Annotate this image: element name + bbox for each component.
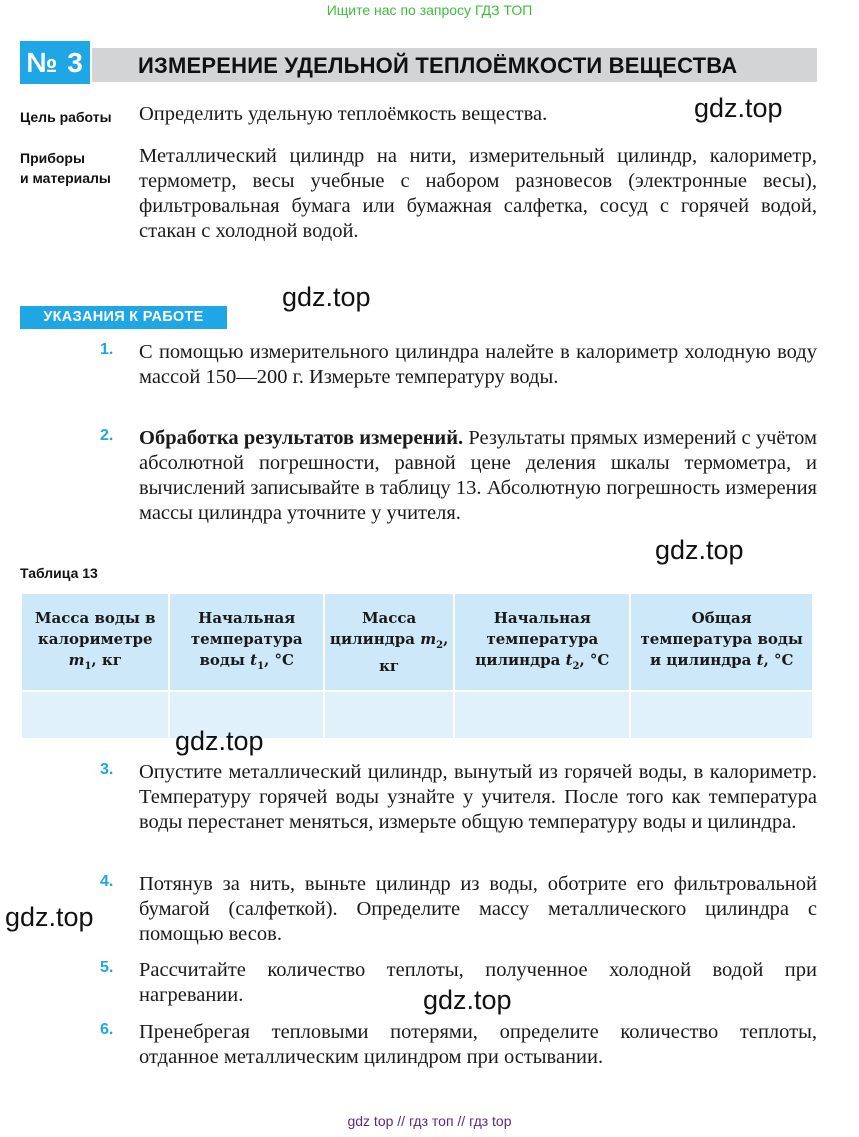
table-header-cell: Начальная температура цилиндра $t_2$, °C <box>455 594 629 690</box>
step-text: Потянув за нить, выньте цилиндр из воды, оботрите его фильтровальной бумагой (салфеткой). Определите массу металлического цилиндра с помощью весов. <box>139 873 817 945</box>
step-number: 6. <box>100 1021 114 1038</box>
step-bold-heading: Обработка результатов измерений. <box>139 427 464 449</box>
table-cell[interactable] <box>631 692 812 738</box>
top-banner[interactable]: Ищите нас по запросу ГДЗ ТОП <box>326 2 533 18</box>
step-text: Опустите металлический цилиндр, вынутый из горячей воды, в калориметр. Температуру горячей воды узнайте у учителя. После того как температура воды перестанет меняться, измерьте общую температуру воды и цилиндра. <box>139 761 817 833</box>
step-number: 1. <box>100 341 114 358</box>
step-number: 5. <box>100 959 114 976</box>
footer-links[interactable]: gdz top // гдз топ // гдз top <box>347 1113 512 1129</box>
table-header-cell: Начальная температура воды $t_1$, °C <box>170 594 323 690</box>
page-title: ИЗМЕРЕНИЕ УДЕЛЬНОЙ ТЕПЛОЁМКОСТИ ВЕЩЕСТВА <box>138 53 738 78</box>
table-cell[interactable] <box>325 692 453 738</box>
step-number: 4. <box>100 873 114 890</box>
table-caption: Таблица 13 <box>20 565 98 581</box>
step-text: Пренебрегая тепловыми потерями, определите количество теплоты, отданное металлическим цилиндром при остывании. <box>139 1021 817 1068</box>
table-header-cell: Масса цилиндра $m_2$, кг <box>325 594 453 690</box>
table-header-cell: Масса воды в калориметре $m_1$, кг <box>22 594 168 690</box>
watermark: gdz.top <box>5 902 94 932</box>
equipment-label-line2: и материалы <box>20 170 111 186</box>
step-text: С помощью измерительного цилиндра налейте в калориметр холодную воду массой 150—200 г. Измерьте температуру воды. <box>139 341 817 388</box>
watermark: gdz.top <box>423 985 512 1015</box>
lab-number-badge: № 3 <box>20 41 90 84</box>
step-number: 2. <box>100 427 114 444</box>
table-header-cell: Общая температура воды и цилиндра t, °C <box>631 594 812 690</box>
table-cell[interactable] <box>455 692 629 738</box>
step-number: 3. <box>100 761 114 778</box>
table-cell[interactable] <box>22 692 168 738</box>
goal-label: Цель работы <box>20 109 112 125</box>
watermark: gdz.top <box>282 282 371 312</box>
equipment-label-line1: Приборы <box>20 150 85 166</box>
step-text: Рассчитайте количество теплоты, полученное холодной водой при нагревании. <box>139 959 817 1006</box>
section-tag-instructions: УКАЗАНИЯ К РАБОТЕ <box>20 306 227 329</box>
results-table <box>20 592 814 740</box>
watermark: gdz.top <box>694 93 783 123</box>
watermark: gdz.top <box>175 726 264 756</box>
table-header-row <box>22 594 812 690</box>
equipment-label <box>20 148 111 188</box>
goal-text: Определить удельную теплоёмкость вещества. <box>139 103 548 125</box>
step-text: Обработка результатов измерений. Результаты прямых измерений с учётом абсолютной погрешности, равной цене деления шкалы термометра, и вычислений записывайте в таблицу 13. Абсолютную погрешность измерения массы цилиндра уточните у учителя. <box>139 427 817 524</box>
equipment-text: Металлический цилиндр на нити, измерительный цилиндр, калориметр, термометр, весы учебные с набором разновесов (электронные весы), фильтровальная бумага или бумажная салфетка, сосуд с горячей водой, стакан с холодной водой. <box>139 145 817 242</box>
watermark: gdz.top <box>655 535 744 565</box>
table-row <box>22 692 812 738</box>
